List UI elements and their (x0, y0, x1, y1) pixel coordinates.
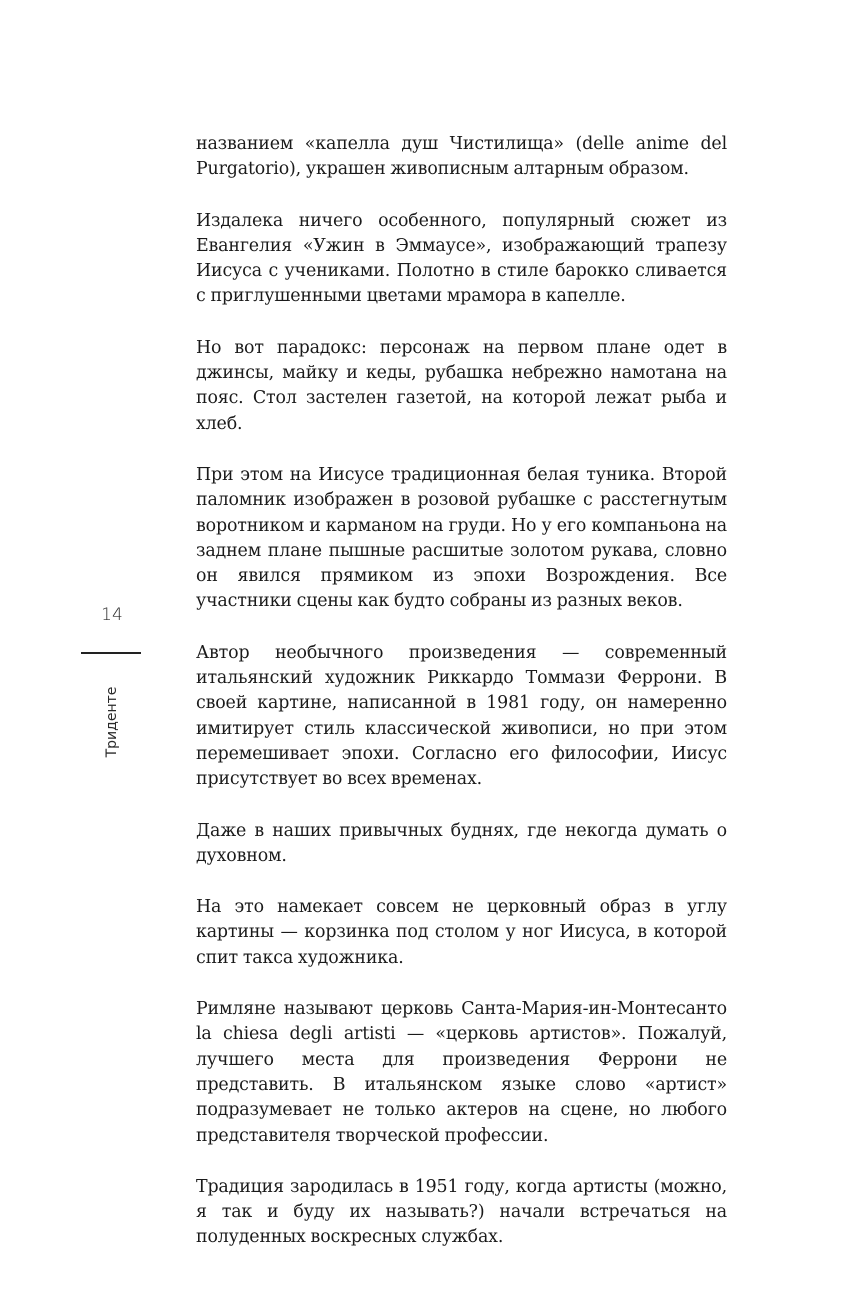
folio-divider (81, 652, 141, 654)
paragraph-4: При этом на Иисусе традиционная белая туника. Второй паломник изображен в розовой рубашке с расстегнутым воротником и карманом на груди. Но у его компаньона на заднем плане пышные расшитые золотом рукава, словно он явился прямиком из эпохи Возрождения. Все участники сцены как будто собраны из разных веков. (196, 464, 727, 612)
paragraph-6: Даже в наших привычных буднях, где некогда думать о духовном. (196, 820, 727, 866)
body-text (196, 132, 727, 1251)
paragraph-2: Издалека ничего особенного, популярный сюжет из Евангелия «Ужин в Эммаусе», изображающий трапезу Иисуса с учениками. Полотно в стиле барокко сливается с приглушенными цветами мрамора в капелле. (196, 210, 727, 307)
page-number: 14 (101, 605, 123, 625)
running-head: Триденте (104, 686, 120, 758)
paragraph-5: Автор необычного произведения — современный итальянский художник Риккардо Томмази Феррони. В своей картине, написанной в 1981 году, он намеренно имитирует стиль классической живописи, но при этом перемешивает эпохи. Согласно его философии, Иисус присутствует во всех временах. (196, 642, 727, 790)
paragraph-3: Но вот парадокс: персонаж на первом плане одет в джинсы, майку и кеды, рубашка небрежно намотана на пояс. Стол застелен газетой, на которой лежат рыба и хлеб. (196, 337, 727, 434)
paragraph-9: Традиция зародилась в 1951 году, когда артисты (можно, я так и буду их называть?) начали встречаться на полуденных воскресных службах. (196, 1176, 727, 1248)
paragraph-1: названием «капелла душ Чистилища» (delle anime del Purgatorio), украшен живописным алтарным образом. (196, 134, 727, 180)
paragraph-8: Римляне называют церковь Санта-Мария-ин-Монтесанто la chiesa degli artisti — «церковь артистов». Пожалуй, лучшего места для произведения Феррони не представить. В итальянском языке слово «артист» подразумевает не только актеров на сцене, но любого представителя творческой профессии. (196, 999, 727, 1146)
paragraph-7: На это намекает совсем не церковный образ в углу картины — корзинка под столом у ног Иисуса, в которой спит такса художника. (196, 897, 727, 968)
